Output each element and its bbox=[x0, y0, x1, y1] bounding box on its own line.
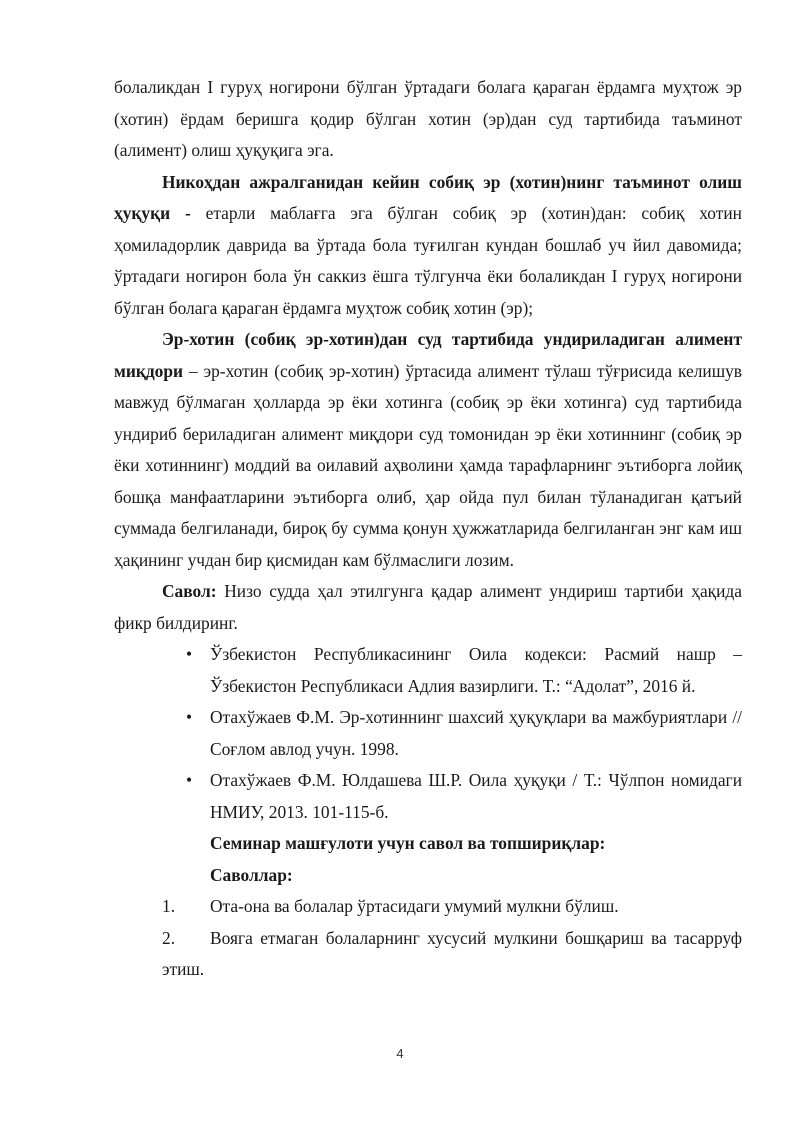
reference-item bbox=[186, 702, 742, 765]
bullet-icon: • bbox=[186, 770, 193, 790]
reference-text: Отахўжаев Ф.М. Эр-хотиннинг шахсий ҳуқуқлари ва мажбуриятлари // Соғлом авлод учун. 1998. bbox=[210, 707, 742, 759]
definition-alimony-amount: – эр-хотин (собиқ эр-хотин) ўртасида алимент тўлаш тўғрисида келишув мавжуд бўлмаган ҳолларда эр ёки хотинга (собиқ эр ёки хотинга) суд тартибида ундириб бериладиган алимент миқдори суд томонидан эр ёки хотиннинг (собиқ эр ёки хотиннинг) моддий ва оилавий аҳволини ҳамда тарафларнинг эътиборга лойиқ бошқа манфаатларини эътиборга олиб, ҳар ойда пул билан тўланадиган қатъий суммада белгиланади, бироқ бу сумма қонун ҳужжатларида белгиланган энг кам иш ҳақининг учдан бир қисмидан кам бўлмаслиги лозим. bbox=[114, 360, 742, 570]
reference-item bbox=[186, 639, 742, 702]
paragraph-alimony-amount bbox=[114, 324, 742, 576]
paragraph-question bbox=[114, 576, 742, 639]
question-item-text: Ота-она ва болалар ўртасидаги умумий мулкни бўлиш. bbox=[210, 896, 619, 916]
question-label: Савол: bbox=[162, 581, 217, 601]
reference-item bbox=[186, 765, 742, 828]
document-page bbox=[114, 72, 742, 986]
paragraph-alimony-rights: болаликдан I гуруҳ ногирони бўлган ўртадаги болага қараган ёрдамга муҳтож эр (хотин) ёрдам беришга қодир бўлган хотин (эр)дан суд тартибида таъминот (алимент) олиш ҳуқуқига эга. bbox=[114, 77, 742, 160]
definition-former-spouse-rights: етарли маблағга эга бўлган собиқ эр (хотин)дан: собиқ хотин ҳомиладорлик даврида ва ўртада бола туғилган кундан бошлаб уч йил давомида; ўртадаги ногирон бола ўн саккиз ёшга тўлгунча ёки болаликдан I гуруҳ ногирони бўлган болага қараган ёрдамга муҳтож собиқ хотин (эр); bbox=[114, 203, 742, 318]
bullet-icon: • bbox=[186, 707, 193, 727]
question-item-text: Вояга етмаган болаларнинг хусусий мулкини бошқариш ва тасарруф этиш. bbox=[162, 927, 742, 979]
reference-text: Отахўжаев Ф.М. Юлдашева Ш.Р. Оила ҳуқуқи / Т.: Чўлпон номидаги НМИУ, 2013. 101-115-б. bbox=[210, 770, 742, 822]
numbered-question bbox=[114, 923, 742, 986]
page-number: 4 bbox=[396, 1046, 404, 1061]
questions-heading: Саволлар: bbox=[210, 864, 293, 885]
numbered-question bbox=[114, 891, 742, 923]
question-text: Низо судда ҳал этилгунга қадар алимент ундириш тартиби ҳақида фикр билдиринг. bbox=[114, 581, 742, 633]
question-number: 2. bbox=[162, 927, 176, 948]
bullet-icon: • bbox=[186, 644, 193, 664]
question-number: 1. bbox=[162, 896, 176, 916]
term-former-spouse-rights: Никоҳдан ажралганидан кейин собиқ эр (хотин)нинг таъминот олиш ҳуқуқи - bbox=[114, 171, 742, 223]
term-alimony-amount: Эр-хотин (собиқ эр-хотин)дан суд тартибида ундириладиган алимент миқдори bbox=[114, 329, 742, 381]
paragraph-former-spouse-rights bbox=[114, 167, 742, 325]
seminar-heading: Семинар машғулоти учун савол ва топшириқлар: bbox=[210, 833, 606, 853]
reference-text: Ўзбекистон Республикасининг Оила кодекси: Расмий нашр – Ўзбекистон Республикаси Адлия вазирлиги. Т.: “Адолат”, 2016 й. bbox=[210, 644, 742, 696]
reference-list bbox=[114, 639, 742, 828]
